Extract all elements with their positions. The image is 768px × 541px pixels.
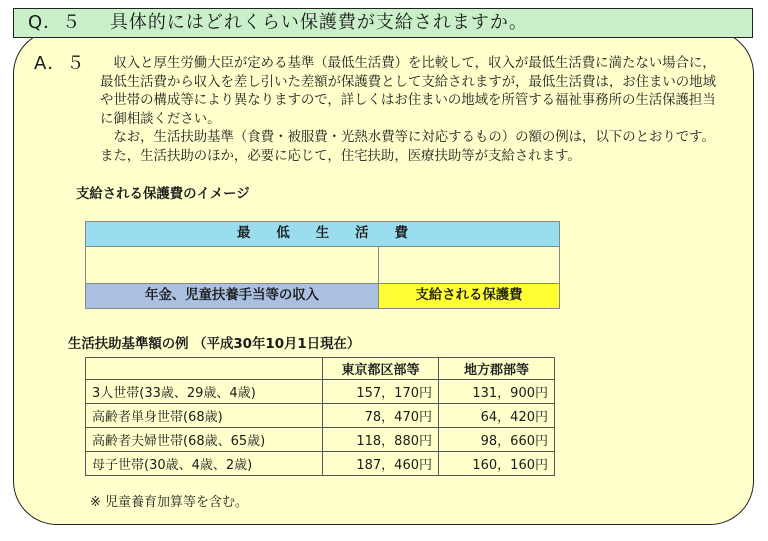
table-header-row [86, 358, 555, 380]
household-cell: 高齢者夫婦世帯(68歳、65歳) [86, 428, 323, 452]
header-cell [86, 358, 323, 380]
household-cell: 母子世帯(30歳、4歳、2歳) [86, 452, 323, 476]
diagram-title: 支給される保護費のイメージ [76, 187, 250, 202]
table-row [86, 404, 555, 428]
diagram-bottom [85, 283, 560, 309]
tokyo-amount-cell: 78，470円 [323, 404, 439, 428]
rural-amount-cell: 98，660円 [439, 428, 555, 452]
answer-paragraph-2: なお，生活扶助基準（食費・被服費・光熱水費等に対応するもの）の額の例は，以下のとおりです。また，生活扶助のほか，必要に応じて，住宅扶助，医療扶助等が支給されます。 [100, 130, 715, 164]
tokyo-amount-cell: 187，460円 [323, 452, 439, 476]
answer-paragraph-1: 収入と厚生労働大臣が定める基準（最低生活費）を比較して，収入が最低生活費に満たない場合に，最低生活費から収入を差し引いた差額が保護費として支給されますが，最低生活費は，お住まいの地域や世帯の構成等により異なりますので，詳しくはお住まいの地域を所管する福祉事務所の生活保護担当に御相談ください。 [100, 56, 716, 127]
diagram-middle [85, 247, 560, 283]
question-text: 具体的にはどれくらい保護費が支給されますか。 [109, 12, 528, 33]
rural-amount-cell: 160，160円 [439, 452, 555, 476]
rural-amount-cell: 64，420円 [439, 404, 555, 428]
rural-amount-cell: 131，900円 [439, 380, 555, 404]
question-number: Q．５ [28, 12, 82, 33]
table-row [86, 428, 555, 452]
tokyo-amount-cell: 157，170円 [323, 380, 439, 404]
header-cell: 東京都区部等 [323, 358, 439, 380]
benefit-bar: 支給される保護費 [379, 284, 559, 308]
table-row [86, 380, 555, 404]
table-title: 生活扶助基準額の例 （平成30年10月1日現在） [68, 337, 361, 352]
household-cell: 3人世帯(33歳、29歳、4歳) [86, 380, 323, 404]
answer-block [34, 55, 724, 167]
question-bar [13, 8, 753, 38]
table-note: ※ 児童養育加算等を含む。 [90, 495, 249, 510]
household-cell: 高齢者単身世帯(68歳) [86, 404, 323, 428]
benefit-table [85, 357, 555, 476]
table-row [86, 452, 555, 476]
minimum-living-cost-bar: 最低生活費 [85, 221, 560, 247]
benefit-diagram [85, 221, 560, 309]
header-cell: 地方郡部等 [439, 358, 555, 380]
tokyo-amount-cell: 118，880円 [323, 428, 439, 452]
income-bar: 年金、児童扶養手当等の収入 [86, 284, 379, 308]
answer-number: A．５ [34, 53, 86, 74]
